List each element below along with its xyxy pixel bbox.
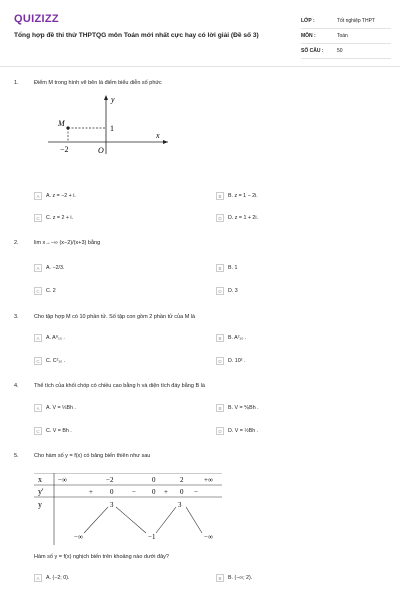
worksheet-title: Tổng hợp đề thi thử THPTQG môn Toán mới nhất cực hay có lời giải (Đề số 3) bbox=[14, 32, 259, 39]
brand-logo: QUIZIZZ bbox=[14, 13, 59, 25]
svg-text:−: − bbox=[194, 488, 198, 496]
variation-table bbox=[34, 473, 224, 545]
option-a[interactable]: A A. V = ⅓Bh . bbox=[34, 404, 76, 412]
question-2: 2. lim x→−∞ (x−2)/(x+3) bằng A A. −2/3. B B. 1 C C. 2 D D. 3 bbox=[14, 240, 238, 294]
option-c[interactable]: C C. V = Bh . bbox=[34, 427, 72, 435]
svg-text:−: − bbox=[132, 488, 136, 496]
svg-text:0: 0 bbox=[180, 488, 184, 496]
option-a[interactable]: A A. −2/3. bbox=[34, 264, 64, 272]
svg-text:O: O bbox=[98, 146, 104, 155]
svg-text:+∞: +∞ bbox=[204, 476, 213, 484]
question-text: Điểm M trong hình vẽ bên là điểm biểu diễn số phức bbox=[34, 80, 162, 86]
svg-text:y': y' bbox=[38, 487, 44, 496]
question-text: Thể tích của khối chóp có chiều cao bằng h và diện tích đáy bằng B là bbox=[34, 383, 205, 389]
question-1: 1. Điểm M trong hình vẽ bên là điểm biểu diễn số phức M y x 1 −2 O A A. z = −2 + i. B B. z = 1 − 2i. C C. z = 2 + i. D D. z = 1 + 2i. bbox=[14, 80, 259, 221]
svg-text:2: 2 bbox=[180, 476, 184, 484]
option-d[interactable]: D D. V = ½Bh . bbox=[216, 427, 258, 435]
question-text: lim x→−∞ (x−2)/(x+3) bằng bbox=[34, 240, 101, 246]
svg-text:y: y bbox=[38, 500, 42, 509]
svg-text:−1: −1 bbox=[148, 533, 156, 541]
option-c[interactable]: C C. 2 bbox=[34, 287, 56, 295]
svg-text:3: 3 bbox=[178, 501, 182, 509]
point-label: M bbox=[58, 119, 65, 128]
option-b[interactable]: B B. V = ⅙Bh . bbox=[216, 404, 259, 412]
svg-text:3: 3 bbox=[110, 501, 114, 509]
option-c[interactable]: C C. C²₁₀ . bbox=[34, 357, 65, 365]
svg-text:x: x bbox=[38, 475, 42, 484]
svg-text:+: + bbox=[164, 488, 168, 496]
question-5: 5. Cho hàm số y = f(x) có bảng biến thiên như sau x −∞ −2 0 2 +∞ y' + 0 − 0 + 0 − y 3 −1 3 −∞ −∞ Hàm số y = f(x) nghịch biến trên khoảng nào dưới đây? A A. (−2; 0). B B. (−∞; 2). bbox=[14, 453, 253, 581]
svg-text:−∞: −∞ bbox=[204, 533, 213, 541]
meta-row-count: SỐ CÂU : 50 bbox=[301, 44, 391, 59]
question-3: 3. Cho tập hợp M có 10 phần tử. Số tập con gồm 2 phần tử của M là A A. A⁸₁₀ . B B. A²₁₀ . C C. C²₁₀ . D D. 10² . bbox=[14, 314, 247, 364]
option-d[interactable]: D D. 10² . bbox=[216, 357, 245, 365]
question-4: 4. Thể tích của khối chóp có chiều cao bằng h và diện tích đáy bằng B là A A. V = ⅓Bh . B B. V = ⅙Bh . C C. V = Bh . D D. V = ½Bh . bbox=[14, 383, 259, 434]
svg-text:0: 0 bbox=[152, 488, 156, 496]
option-a[interactable]: A A. z = −2 + i. bbox=[34, 192, 76, 200]
question-text: Cho hàm số y = f(x) có bảng biến thiên như sau bbox=[34, 453, 151, 459]
option-d[interactable]: D D. z = 1 + 2i. bbox=[216, 214, 258, 222]
option-a[interactable]: A A. A⁸₁₀ . bbox=[34, 334, 65, 342]
svg-text:−2: −2 bbox=[106, 476, 114, 484]
meta-row-class: LỚP : Tốt nghiệp THPT bbox=[301, 14, 391, 29]
svg-text:−∞: −∞ bbox=[74, 533, 83, 541]
option-b[interactable]: B B. z = 1 − 2i. bbox=[216, 192, 258, 200]
svg-text:0: 0 bbox=[152, 476, 156, 484]
option-b[interactable]: B B. 1 bbox=[216, 264, 237, 272]
meta-row-subject: MÔN : Toán bbox=[301, 29, 391, 44]
header-divider bbox=[0, 66, 400, 67]
question-text: Cho tập hợp M có 10 phần tử. Số tập con gồm 2 phần tử của M là bbox=[34, 314, 196, 320]
svg-text:0: 0 bbox=[110, 488, 114, 496]
svg-text:y: y bbox=[111, 95, 115, 104]
option-c[interactable]: C C. z = 2 + i. bbox=[34, 214, 73, 222]
option-d[interactable]: D D. 3 bbox=[216, 287, 238, 295]
svg-text:−∞: −∞ bbox=[58, 476, 67, 484]
option-b[interactable]: B B. (−∞; 2). bbox=[216, 574, 252, 582]
svg-text:1: 1 bbox=[110, 124, 114, 133]
question-followup: Hàm số y = f(x) nghịch biến trên khoảng nào dưới đây? bbox=[34, 554, 169, 560]
option-b[interactable]: B B. A²₁₀ . bbox=[216, 334, 246, 342]
meta-panel bbox=[301, 14, 391, 59]
svg-text:x: x bbox=[156, 131, 160, 140]
svg-text:−2: −2 bbox=[60, 145, 69, 154]
complex-plane-figure bbox=[38, 92, 174, 156]
svg-text:+: + bbox=[89, 488, 93, 496]
option-a[interactable]: A A. (−2; 0). bbox=[34, 574, 69, 582]
